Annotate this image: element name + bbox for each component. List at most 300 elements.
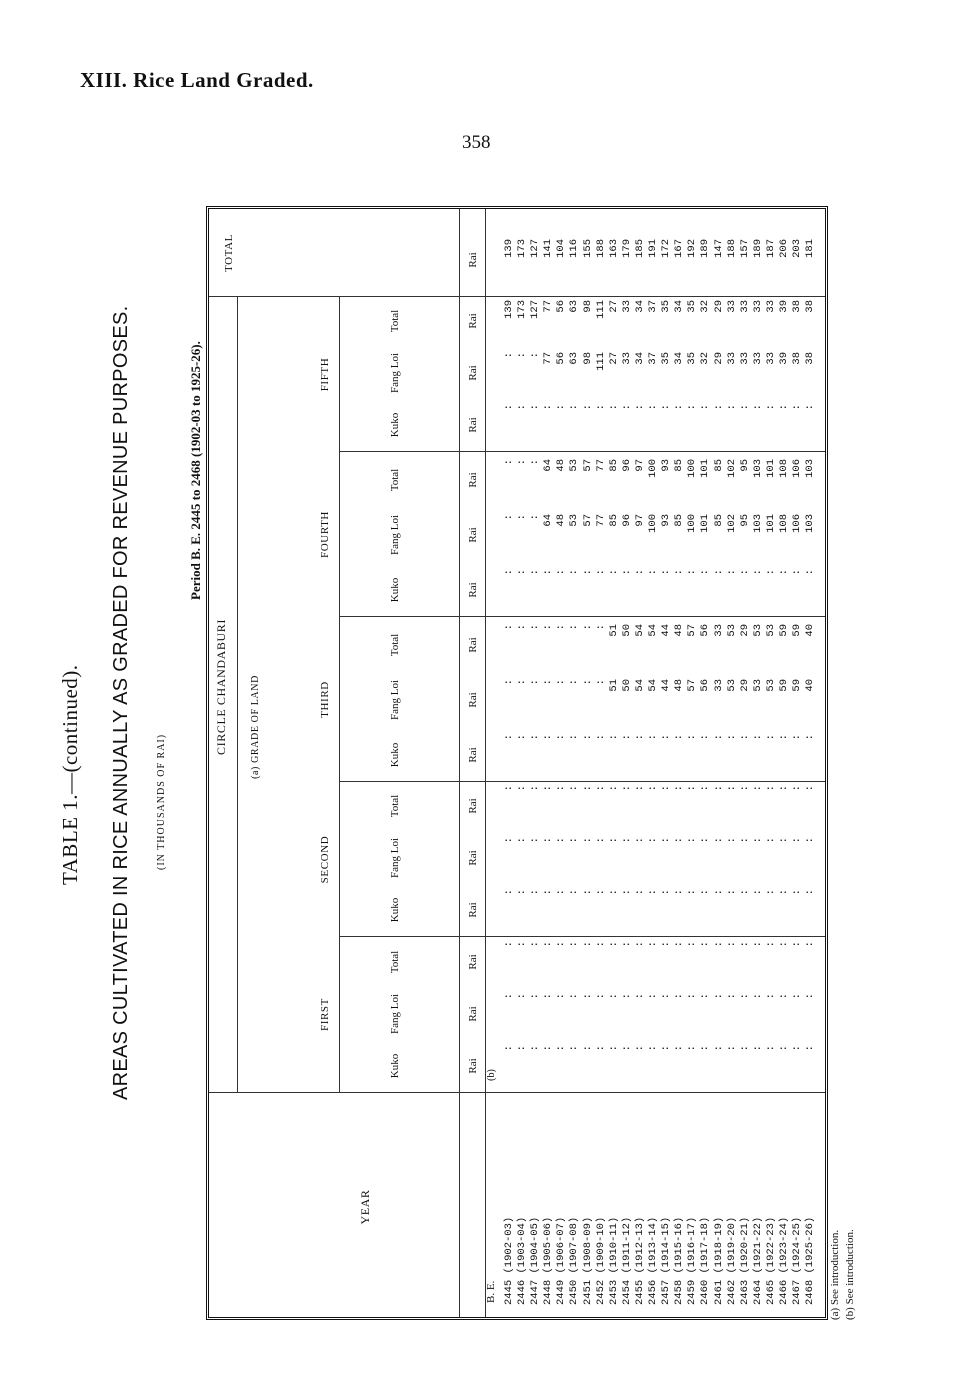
table-cell: :: [764, 404, 777, 411]
table-cell: 77: [542, 352, 555, 365]
table-cell: :: [777, 1045, 790, 1052]
table-cell: :: [777, 889, 790, 896]
table-cell: :: [542, 404, 555, 411]
table-cell: :: [764, 734, 777, 741]
table-cell: :: [594, 785, 607, 792]
table-cell: 104: [555, 239, 568, 258]
table-cell: :: [542, 734, 555, 741]
table-cell: 185: [633, 239, 646, 258]
table-cell: :: [607, 734, 620, 741]
table-cell: :: [660, 785, 673, 792]
table-cell: 38: [804, 300, 817, 313]
table-cell: 59: [777, 679, 790, 692]
table-cell: :: [503, 679, 515, 686]
table-cell: 173: [516, 300, 529, 319]
table-cell: :: [725, 1045, 738, 1052]
table-cell: 35: [686, 300, 699, 313]
header-rule-2: [339, 297, 340, 1093]
year-row: 2456 (1913-14): [647, 1216, 660, 1305]
table-cell: :: [647, 785, 660, 792]
table-cell: :: [686, 889, 699, 896]
table-cell: 29: [738, 624, 751, 637]
table-cell: :: [660, 889, 673, 896]
table-cell: :: [516, 624, 529, 631]
year-row: 2464 (1921-22): [751, 1216, 764, 1305]
table-cell: :: [791, 837, 804, 844]
table-cell: :: [516, 569, 529, 576]
table-cell: :: [712, 785, 725, 792]
table-cell: :: [751, 1045, 764, 1052]
table-cell: :: [542, 569, 555, 576]
table-cell: :: [738, 404, 751, 411]
table-cell: 38: [791, 352, 804, 365]
table-cell: :: [647, 889, 660, 896]
table-cell: :: [568, 837, 581, 844]
table-cell: :: [607, 889, 620, 896]
table-cell: :: [791, 941, 804, 948]
table-cell: :: [542, 941, 555, 948]
table-cell: :: [555, 785, 568, 792]
table-cell: :: [791, 889, 804, 896]
table-cell: :: [738, 569, 751, 576]
table-cell: 38: [804, 352, 817, 365]
table-cell: :: [804, 569, 817, 576]
table-cell: :: [738, 993, 751, 1000]
unit-label: Rai: [467, 637, 479, 653]
table-cell: 56: [555, 352, 568, 365]
year-row: 2457 (1914-15): [660, 1216, 673, 1305]
table-cell: :: [673, 889, 686, 896]
table-cell: :: [568, 734, 581, 741]
table-cell: 53: [751, 624, 764, 637]
table-cell: 57: [581, 459, 594, 472]
table-cell: :: [647, 1045, 660, 1052]
unit-label: Rai: [467, 472, 479, 488]
table-cell: 33: [620, 300, 633, 313]
unit-rule: [485, 209, 486, 1317]
year-separator: [209, 1092, 825, 1093]
table-cell: :: [516, 459, 529, 466]
table-cell: 103: [751, 514, 764, 533]
table-cell: :: [581, 569, 594, 576]
table-cell: :: [699, 941, 712, 948]
sub-header-first-total: Total: [389, 950, 401, 974]
table-cell: :: [712, 837, 725, 844]
table-cell: :: [686, 404, 699, 411]
table-cell: :: [751, 734, 764, 741]
table-cell: :: [542, 1045, 555, 1052]
table-cell: :: [607, 404, 620, 411]
table-cell: :: [673, 993, 686, 1000]
table-cell: :: [764, 941, 777, 948]
table-cell: :: [503, 624, 515, 631]
table-cell: 192: [686, 239, 699, 258]
table-cell: 147: [712, 239, 725, 258]
table-cell: :: [529, 569, 542, 576]
table-cell: 97: [633, 459, 646, 472]
table-cell: 54: [633, 624, 646, 637]
table-cell: :: [516, 734, 529, 741]
column-second-fang: [503, 837, 817, 881]
table-cell: 64: [542, 459, 555, 472]
table-cell: 44: [660, 679, 673, 692]
year-row: 2451 (1908-09): [581, 1216, 594, 1305]
table-cell: 95: [738, 459, 751, 472]
year-row: 2453 (1910-11): [607, 1216, 620, 1305]
table-cell: 48: [555, 459, 568, 472]
sub-header-second-total: Total: [389, 794, 401, 818]
grade-fifth: FIFTH: [319, 357, 331, 392]
table-cell: 59: [777, 624, 790, 637]
table-cell: 139: [503, 239, 515, 258]
table-cell: 33: [725, 352, 738, 365]
table-cell: 111: [594, 352, 607, 371]
table-cell: :: [594, 734, 607, 741]
table-cell: :: [712, 404, 725, 411]
table-cell: :: [568, 941, 581, 948]
table-cell: :: [673, 404, 686, 411]
table-cell: :: [725, 889, 738, 896]
table-cell: :: [581, 1045, 594, 1052]
table-cell: 77: [594, 459, 607, 472]
table-cell: 33: [764, 300, 777, 313]
table-cell: 181: [804, 239, 817, 258]
table-cell: 34: [673, 352, 686, 365]
table-cell: 101: [699, 459, 712, 478]
year-row: 2461 (1918-19): [712, 1216, 725, 1305]
table-cell: :: [620, 1045, 633, 1052]
table-cell: :: [620, 941, 633, 948]
table-cell: :: [633, 404, 646, 411]
table-cell: :: [777, 993, 790, 1000]
table-cell: :: [791, 734, 804, 741]
period-line: Period B. E. 2445 to 2468 (1902-03 to 1925-26).: [188, 341, 203, 600]
table-cell: :: [686, 941, 699, 948]
table-cell: :: [712, 941, 725, 948]
unit-label: Rai: [467, 902, 479, 918]
grade-sep-3: [339, 616, 825, 617]
table-cell: :: [660, 734, 673, 741]
footnote-b: (b) See introduction.: [844, 1229, 856, 1320]
sub-header-first-kuko: Kuko: [389, 1053, 401, 1079]
year-row: 2468 (1925-26): [804, 1216, 817, 1305]
table-cell: 95: [738, 514, 751, 527]
column-fourth-fang: [503, 514, 817, 558]
table-cell: 157: [738, 239, 751, 258]
table-cell: 101: [764, 459, 777, 478]
year-row: 2448 (1905-06): [542, 1216, 555, 1305]
table-cell: 33: [738, 352, 751, 365]
sub-header-fourth-kuko: Kuko: [389, 577, 401, 603]
table-cell: :: [581, 624, 594, 631]
column-second-total: [503, 785, 817, 829]
table-cell: 103: [751, 459, 764, 478]
table-cell: :: [660, 993, 673, 1000]
table-cell: :: [620, 404, 633, 411]
table-cell: 33: [764, 352, 777, 365]
table-cell: :: [673, 734, 686, 741]
table-cell: :: [699, 404, 712, 411]
table-cell: 100: [686, 459, 699, 478]
year-row: 2447 (1904-05): [529, 1216, 542, 1305]
column-first-kuko: [503, 1045, 817, 1089]
table-cell: :: [529, 352, 542, 359]
table-cell: 206: [777, 239, 790, 258]
table-cell: :: [529, 941, 542, 948]
table-cell: :: [620, 734, 633, 741]
table-cell: :: [686, 993, 699, 1000]
unit-label: Rai: [467, 798, 479, 814]
table-cell: :: [594, 941, 607, 948]
table-cell: :: [647, 404, 660, 411]
table-cell: :: [647, 569, 660, 576]
table-cell: 51: [607, 624, 620, 637]
table-cell: :: [581, 679, 594, 686]
table-cell: :: [699, 889, 712, 896]
column-fourth-kuko: [503, 569, 817, 613]
table-cell: 85: [712, 514, 725, 527]
year-row: 2460 (1917-18): [699, 1216, 712, 1305]
table-cell: 27: [607, 300, 620, 313]
table-cell: :: [738, 889, 751, 896]
table-cell: :: [568, 624, 581, 631]
table-cell: :: [555, 404, 568, 411]
table-cell: 54: [633, 679, 646, 692]
sub-header-fifth-fang: Fang Loi: [389, 352, 401, 394]
table-cell: :: [594, 569, 607, 576]
footnotes: [828, 1229, 858, 1320]
table-cell: :: [620, 837, 633, 844]
table-frame: [206, 206, 828, 1320]
table-cell: :: [699, 993, 712, 1000]
table-cell: 108: [777, 514, 790, 533]
table-cell: :: [804, 837, 817, 844]
table-cell: :: [529, 1045, 542, 1052]
page-number: 358: [462, 132, 491, 153]
table-cell: :: [633, 837, 646, 844]
table-cell: :: [594, 1045, 607, 1052]
table-cell: 85: [673, 514, 686, 527]
table-cell: :: [751, 785, 764, 792]
table-cell: :: [712, 1045, 725, 1052]
table-cell: :: [529, 459, 542, 466]
table-cell: :: [516, 785, 529, 792]
table-cell: :: [568, 993, 581, 1000]
table-cell: :: [751, 404, 764, 411]
table-cell: 102: [725, 459, 738, 478]
column-third-total: [503, 624, 817, 668]
column-first-total: [503, 941, 817, 985]
table-cell: 98: [581, 352, 594, 365]
table-cell: 53: [725, 679, 738, 692]
table-cell: :: [633, 734, 646, 741]
table-cell: 33: [738, 300, 751, 313]
sub-header-second-kuko: Kuko: [389, 897, 401, 923]
table-cell: :: [791, 404, 804, 411]
table-cell: 54: [647, 679, 660, 692]
table-cell: 48: [673, 624, 686, 637]
table-cell: :: [542, 679, 555, 686]
table-cell: :: [555, 837, 568, 844]
table-cell: :: [660, 1045, 673, 1052]
table-cell: :: [804, 993, 817, 1000]
table-cell: :: [791, 785, 804, 792]
table-cell: 106: [791, 514, 804, 533]
year-row: 2458 (1915-16): [673, 1216, 686, 1305]
table-cell: :: [699, 569, 712, 576]
table-cell: :: [620, 569, 633, 576]
unit-note: (IN THOUSANDS OF RAI): [156, 733, 167, 870]
table-cell: :: [607, 785, 620, 792]
table-cell: 63: [568, 352, 581, 365]
table-cell: :: [529, 785, 542, 792]
table-cell: 85: [607, 514, 620, 527]
table-cell: 33: [751, 352, 764, 365]
table-cell: 77: [594, 514, 607, 527]
table-cell: 179: [620, 239, 633, 258]
table-cell: 96: [620, 459, 633, 472]
table-cell: :: [633, 889, 646, 896]
table-cell: :: [712, 889, 725, 896]
table-cell: 100: [647, 459, 660, 478]
table-cell: :: [542, 624, 555, 631]
table-cell: 29: [738, 679, 751, 692]
table-cell: :: [594, 404, 607, 411]
table-cell: :: [725, 993, 738, 1000]
table-cell: :: [529, 624, 542, 631]
table-cell: 34: [633, 300, 646, 313]
table-cell: 57: [686, 624, 699, 637]
table-cell: :: [581, 993, 594, 1000]
table-cell: :: [777, 837, 790, 844]
table-cell: 139: [503, 300, 515, 319]
sub-header-fifth-kuko: Kuko: [389, 412, 401, 438]
table-cell: :: [555, 734, 568, 741]
table-cell: :: [516, 993, 529, 1000]
table-cell: 53: [764, 679, 777, 692]
table-cell: :: [751, 569, 764, 576]
table-cell: :: [594, 679, 607, 686]
table-cell: :: [699, 785, 712, 792]
table-cell: 103: [804, 514, 817, 533]
table-cell: :: [673, 837, 686, 844]
table-cell: 33: [725, 300, 738, 313]
year-row: 2449 (1906-07): [555, 1216, 568, 1305]
unit-label: Rai: [467, 1058, 479, 1074]
table-cell: 77: [542, 300, 555, 313]
table-cell: :: [660, 941, 673, 948]
table-cell: 85: [673, 459, 686, 472]
table-cell: :: [529, 404, 542, 411]
be-prefix: B. E.: [485, 1280, 497, 1303]
table-cell: 57: [581, 514, 594, 527]
table-cell: :: [607, 1045, 620, 1052]
sub-header-fourth-total: Total: [389, 468, 401, 492]
table-cell: :: [542, 993, 555, 1000]
grade-fourth: FOURTH: [319, 511, 331, 558]
column-second-kuko: [503, 889, 817, 933]
table-cell: :: [712, 993, 725, 1000]
column-third-kuko: [503, 734, 817, 778]
sub-header-third-total: Total: [389, 633, 401, 657]
table-cell: 163: [607, 239, 620, 258]
table-cell: :: [764, 1045, 777, 1052]
column-third-fang: [503, 679, 817, 723]
table-cell: :: [673, 1045, 686, 1052]
sub-header-first-fang: Fang Loi: [389, 993, 401, 1035]
footnote-a: (a) See introduction.: [829, 1229, 841, 1320]
sub-header-fourth-fang: Fang Loi: [389, 514, 401, 556]
table-cell: :: [804, 1045, 817, 1052]
table-cell: 53: [725, 624, 738, 637]
table-cell: :: [777, 785, 790, 792]
table-cell: :: [516, 837, 529, 844]
table-cell: :: [791, 569, 804, 576]
table-cell: :: [647, 734, 660, 741]
table-cell: :: [725, 404, 738, 411]
table-cell: :: [581, 837, 594, 844]
table-cell: :: [516, 679, 529, 686]
table-cell: 93: [660, 459, 673, 472]
table-cell: 50: [620, 679, 633, 692]
table-cell: 96: [620, 514, 633, 527]
table-cell: 85: [607, 459, 620, 472]
table-cell: :: [516, 941, 529, 948]
table-cell: 33: [712, 679, 725, 692]
table-cell: :: [738, 837, 751, 844]
table-cell: 33: [712, 624, 725, 637]
sub-header-second-fang: Fang Loi: [389, 837, 401, 879]
column-first-fang: [503, 993, 817, 1037]
table-cell: 108: [777, 459, 790, 478]
table-cell: :: [686, 569, 699, 576]
table-cell: :: [503, 837, 515, 844]
table-cell: 53: [751, 679, 764, 692]
table-cell: 59: [791, 624, 804, 637]
table-cell: :: [542, 785, 555, 792]
unit-label: Rai: [467, 692, 479, 708]
table-cell: :: [725, 785, 738, 792]
table-cell: :: [699, 734, 712, 741]
table-cell: 188: [594, 239, 607, 258]
column-fifth-kuko: [503, 404, 817, 448]
unit-label: Rai: [467, 747, 479, 763]
table-cell: 53: [568, 514, 581, 527]
table-cell: 39: [777, 300, 790, 313]
table-cell: 98: [581, 300, 594, 313]
column-fifth-total: [503, 300, 817, 344]
table-cell: :: [555, 679, 568, 686]
unit-label: Rai: [467, 582, 479, 598]
table-cell: :: [581, 941, 594, 948]
table-cell: :: [620, 785, 633, 792]
table-cell: 32: [699, 300, 712, 313]
table-cell: :: [660, 837, 673, 844]
table-cell: 29: [712, 300, 725, 313]
table-cell: :: [607, 993, 620, 1000]
total-separator: [209, 296, 825, 297]
table-cell: :: [594, 624, 607, 631]
table-cell: 35: [686, 352, 699, 365]
table-cell: :: [777, 941, 790, 948]
table-cell: :: [529, 889, 542, 896]
table-cell: 97: [633, 514, 646, 527]
table-cell: :: [777, 404, 790, 411]
year-row: 2452 (1909-10): [594, 1216, 607, 1305]
year-row: 2462 (1919-20): [725, 1216, 738, 1305]
table-cell: 33: [751, 300, 764, 313]
table-cell: 37: [647, 300, 660, 313]
